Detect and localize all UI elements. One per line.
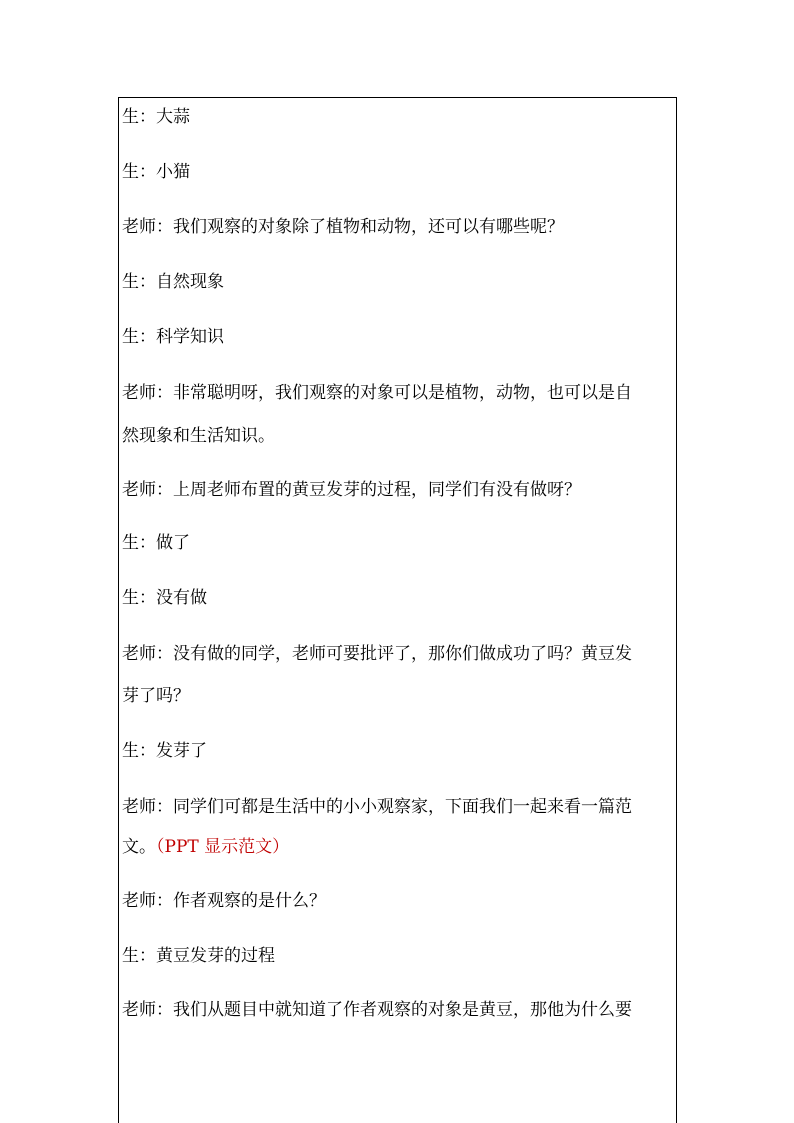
dialogue-line: 老师：上周老师布置的黄豆发芽的过程，同学们有没有做呀？ xyxy=(122,480,581,500)
dialogue-line: 老师：我们从题目中就知道了作者观察的对象是黄豆，那他为什么要 xyxy=(122,1000,632,1020)
dialogue-text: 文。 xyxy=(122,837,156,857)
dialogue-line: 生：大蒜 xyxy=(122,107,190,127)
dialogue-line: 老师：我们观察的对象除了植物和动物，还可以有哪些呢？ xyxy=(122,217,564,237)
dialogue-line: 芽了吗？ xyxy=(122,686,190,706)
dialogue-line xyxy=(122,837,682,857)
dialogue-line: 生：发芽了 xyxy=(122,741,207,761)
dialogue-line: 生：做了 xyxy=(122,533,190,553)
dialogue-line: 生：黄豆发芽的过程 xyxy=(122,946,275,966)
table-cell-border xyxy=(118,97,677,1123)
dialogue-line: 老师：同学们可都是生活中的小小观察家，下面我们一起来看一篇范 xyxy=(122,797,632,817)
dialogue-line: 生：小猫 xyxy=(122,162,190,182)
dialogue-line: 老师：非常聪明呀，我们观察的对象可以是植物，动物，也可以是自 xyxy=(122,383,632,403)
dialogue-line: 生：科学知识 xyxy=(122,327,224,347)
dialogue-line: 然现象和生活知识。 xyxy=(122,426,275,446)
dialogue-line: 老师：作者观察的是什么？ xyxy=(122,891,326,911)
dialogue-line: 老师：没有做的同学，老师可要批评了，那你们做成功了吗？黄豆发 xyxy=(122,644,632,664)
dialogue-line: 生：没有做 xyxy=(122,588,207,608)
ppt-note: （PPT 显示范文） xyxy=(156,837,290,857)
dialogue-line: 生：自然现象 xyxy=(122,272,224,292)
